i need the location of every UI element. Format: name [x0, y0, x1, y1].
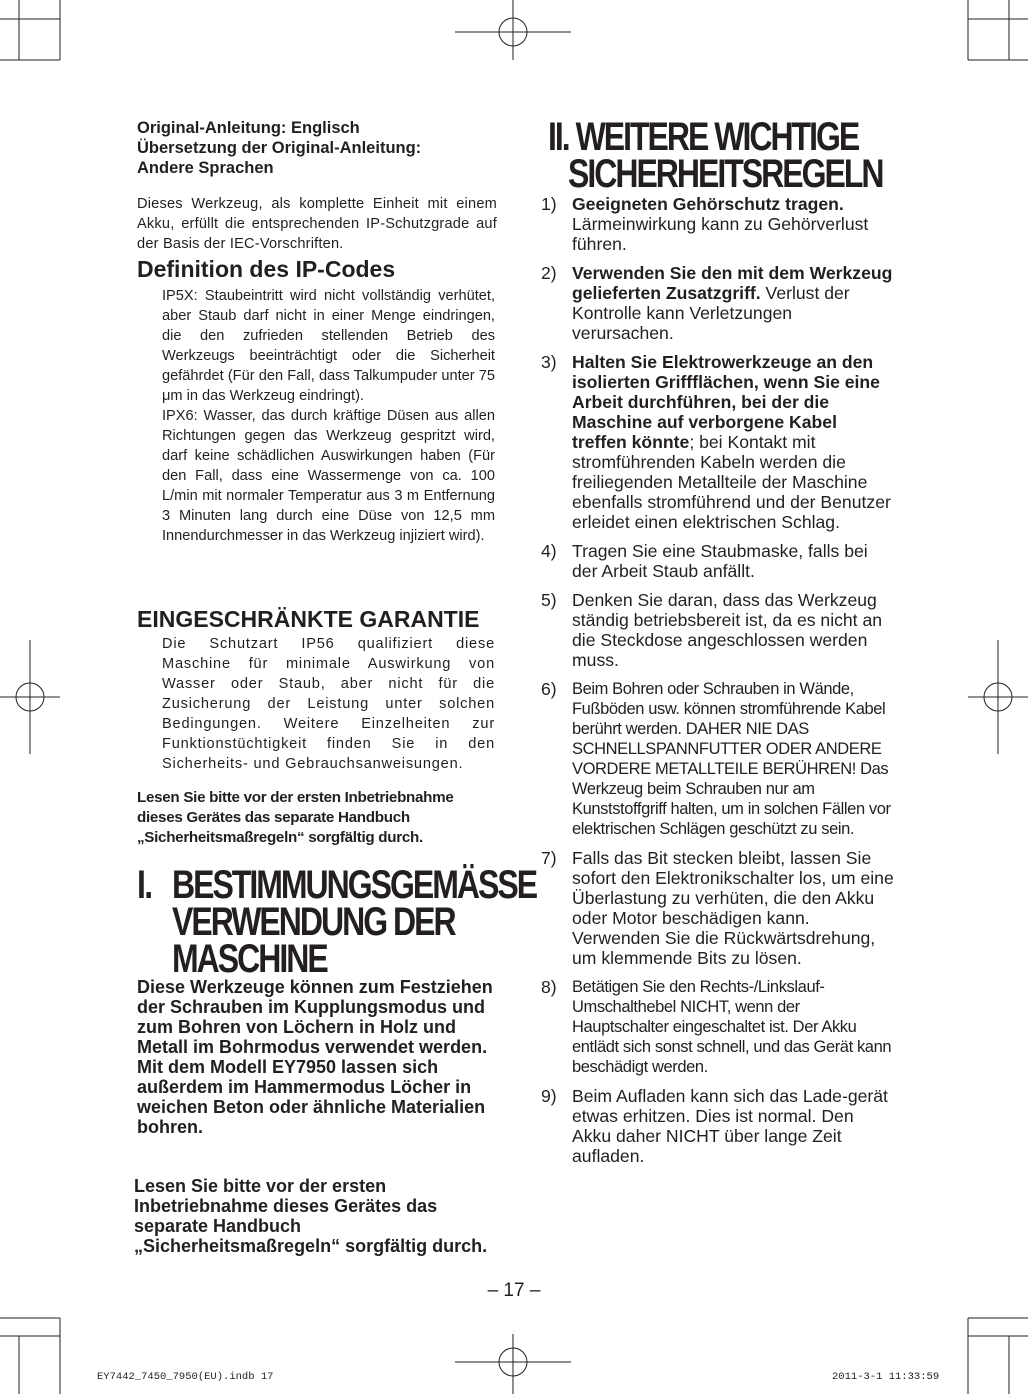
- warranty-heading: EINGESCHRÄNKTE GARANTIE: [137, 606, 480, 632]
- safety-rule-9: [541, 1086, 896, 1166]
- ip-definition-body: [162, 286, 495, 546]
- read-manual-note: Lesen Sie bitte vor der ersten Inbetriebnahme dieses Gerätes das separate Handbuch „Sicherheitsmaßregeln“ sorgfältig durch.: [137, 789, 454, 846]
- section2-title-line1: II. WEITERE WICHTIGE: [548, 115, 859, 159]
- page-number: – 17 –: [487, 1280, 541, 1301]
- section1-number: I.: [137, 863, 152, 907]
- footer-file-info: EY7442_7450_7950(EU).indb 17: [97, 1371, 274, 1383]
- original-notice-line3: Andere Sprachen: [137, 159, 274, 177]
- rule-text: Tragen Sie eine Staubmaske, falls bei der Arbeit Staub anfällt.: [572, 541, 868, 581]
- safety-rule-4: [541, 541, 896, 581]
- section1-title-line2: VERWENDUNG DER: [172, 900, 455, 944]
- safety-rule-6: [541, 679, 896, 839]
- safety-rule-8: [541, 977, 896, 1077]
- rule-number: 2): [541, 263, 557, 283]
- rule-number: 8): [541, 977, 557, 997]
- rule-number: 1): [541, 194, 557, 214]
- rule-text: Beim Bohren oder Schrauben in Wände, Fußböden usw. können stromführende Kabel berührt werden. DAHER NIE DAS SCHNELLSPANNFUTTER ODER ANDERE VORDERE METALLTEILE BERÜHREN! Das Werkzeug beim Schrauben nur am Kunststoffgriff halten, um in solchen Fällen vor elektrischen Schlägen geschützt zu sein.: [572, 680, 891, 838]
- rule-text: Denken Sie daran, dass das Werkzeug ständig betriebsbereit ist, da es nicht an die Steckdose angeschlossen werden muss.: [572, 590, 883, 670]
- rule-text: Verlust der Kontrolle kann Verletzungen verursachen.: [572, 283, 850, 343]
- ip-intro-paragraph: Dieses Werkzeug, als komplette Einheit mit einem Akku, erfüllt die entsprechenden IP-Schutzgrade auf der Basis der IEC-Vorschriften.: [137, 196, 497, 252]
- rule-bold-text: Halten Sie Elektrowerkzeuge an den isolierten Griffflächen, wenn Sie eine Arbeit durchführen, bei der die Maschine auf verborgene Kabel treffen könnte: [572, 352, 880, 452]
- section2-title-line2: SICHERHEITSREGELN: [568, 152, 883, 196]
- section1-title-line1: BESTIMMUNGSGEMÄSSE: [172, 863, 537, 907]
- safety-rule-5: [541, 590, 896, 670]
- original-instructions-notice: [137, 118, 497, 178]
- rule-number: 7): [541, 848, 557, 868]
- intended-use-text: Diese Werkzeuge können zum Festziehen der Schrauben im Kupplungsmodus und zum Bohren von Löchern in Holz und Metall im Bohrmodus verwendet werden. Mit dem Modell EY7950 lassen sich außerdem im Hammermodus Löcher in weichen Beton oder ähnliche Materialien bohren.: [137, 977, 493, 1137]
- ip5x-definition: IP5X: Staubeintritt wird nicht vollständig verhütet, aber Staub darf nicht in einer Menge eindringen, die den zufrieden stellenden Betrieb des Werkzeugs beeinträchtigt oder die Sicherheit gefährdet (Für den Fall, dass Talkumpuder unter 75 μm in das Werkzeug eindringt).: [162, 288, 495, 404]
- rule-number: 6): [541, 679, 557, 699]
- safety-rules-list: [541, 194, 896, 1166]
- rule-number: 5): [541, 590, 557, 610]
- original-notice-line1: Original-Anleitung: Englisch: [137, 119, 360, 137]
- rule-text: Beim Aufladen kann sich das Lade-gerät etwas erhitzen. Dies ist normal. Den Akku daher NICHT über lange Zeit aufladen.: [572, 1086, 888, 1166]
- rule-text-continued: Verwenden Sie die Rückwärtsdrehung, um klemmende Bits zu lösen.: [572, 928, 876, 968]
- rule-number: 3): [541, 352, 557, 372]
- ip-definition-heading: Definition des IP-Codes: [137, 256, 396, 282]
- rule-text: ; bei Kontakt mit stromführenden Kabeln werden die freiliegenden Metallteile der Maschine ebenfalls stromführend und der Benutzer erleidet einen elektrischen Schlag.: [572, 432, 891, 532]
- footer-timestamp: 2011-3-1 11:33:59: [832, 1371, 940, 1383]
- safety-rule-2: [541, 263, 896, 343]
- rule-number: 4): [541, 541, 557, 561]
- rule-text: Lärmeinwirkung kann zu Gehörverlust führen.: [572, 214, 869, 254]
- safety-rule-7: [541, 848, 896, 968]
- safety-rule-3: [541, 352, 896, 532]
- rule-bold-text: Geeigneten Gehörschutz tragen.: [572, 194, 844, 214]
- safety-rule-1: [541, 194, 896, 254]
- rule-text: Falls das Bit stecken bleibt, lassen Sie sofort den Elektronikschalter los, um eine Überlastung zu verhüten, die den Akku oder Motor beschädigen kann.: [572, 848, 894, 928]
- rule-bold-text: Verwenden Sie den mit dem Werkzeug gelieferten Zusatzgriff.: [572, 263, 893, 303]
- section1-title-line3: MASCHINE: [172, 937, 327, 981]
- rule-number: 9): [541, 1086, 557, 1106]
- original-notice-line2: Übersetzung der Original-Anleitung:: [137, 139, 422, 157]
- warranty-text: Die Schutzart IP56 qualifiziert diese Maschine für minimale Auswirkung von Wasser oder Staub, aber nicht für die Zusicherung der Leistung unter solchen Bedingungen. Weitere Einzelheiten zur Funktionstüchtigkeit finden Sie in den Sicherheits- und Gebrauchsanweisungen.: [162, 636, 495, 772]
- rule-text: Betätigen Sie den Rechts-/Linkslauf-Umschalthebel NICHT, wenn der Hauptschalter eingeschaltet ist. Der Akku entlädt sich sonst schnell, und das Gerät kann beschädigt werden.: [572, 978, 892, 1076]
- intended-use-manual-note: Lesen Sie bitte vor der ersten Inbetriebnahme dieses Gerätes das separate Handbuch „Sicherheitsmaßregeln“ sorgfältig durch.: [134, 1176, 488, 1256]
- ipx6-definition: IPX6: Wasser, das durch kräftige Düsen aus allen Richtungen gegen das Werkzeug gespritzt wird, darf keine schädlichen Auswirkungen haben (Für den Fall, dass eine Wassermenge von ca. 100 L/min mit normaler Temperatur aus 3 m Entfernung 3 Minuten lang durch eine Düse von 12,5 mm Innendurchmesser in das Werkzeug injiziert wird).: [162, 408, 495, 544]
